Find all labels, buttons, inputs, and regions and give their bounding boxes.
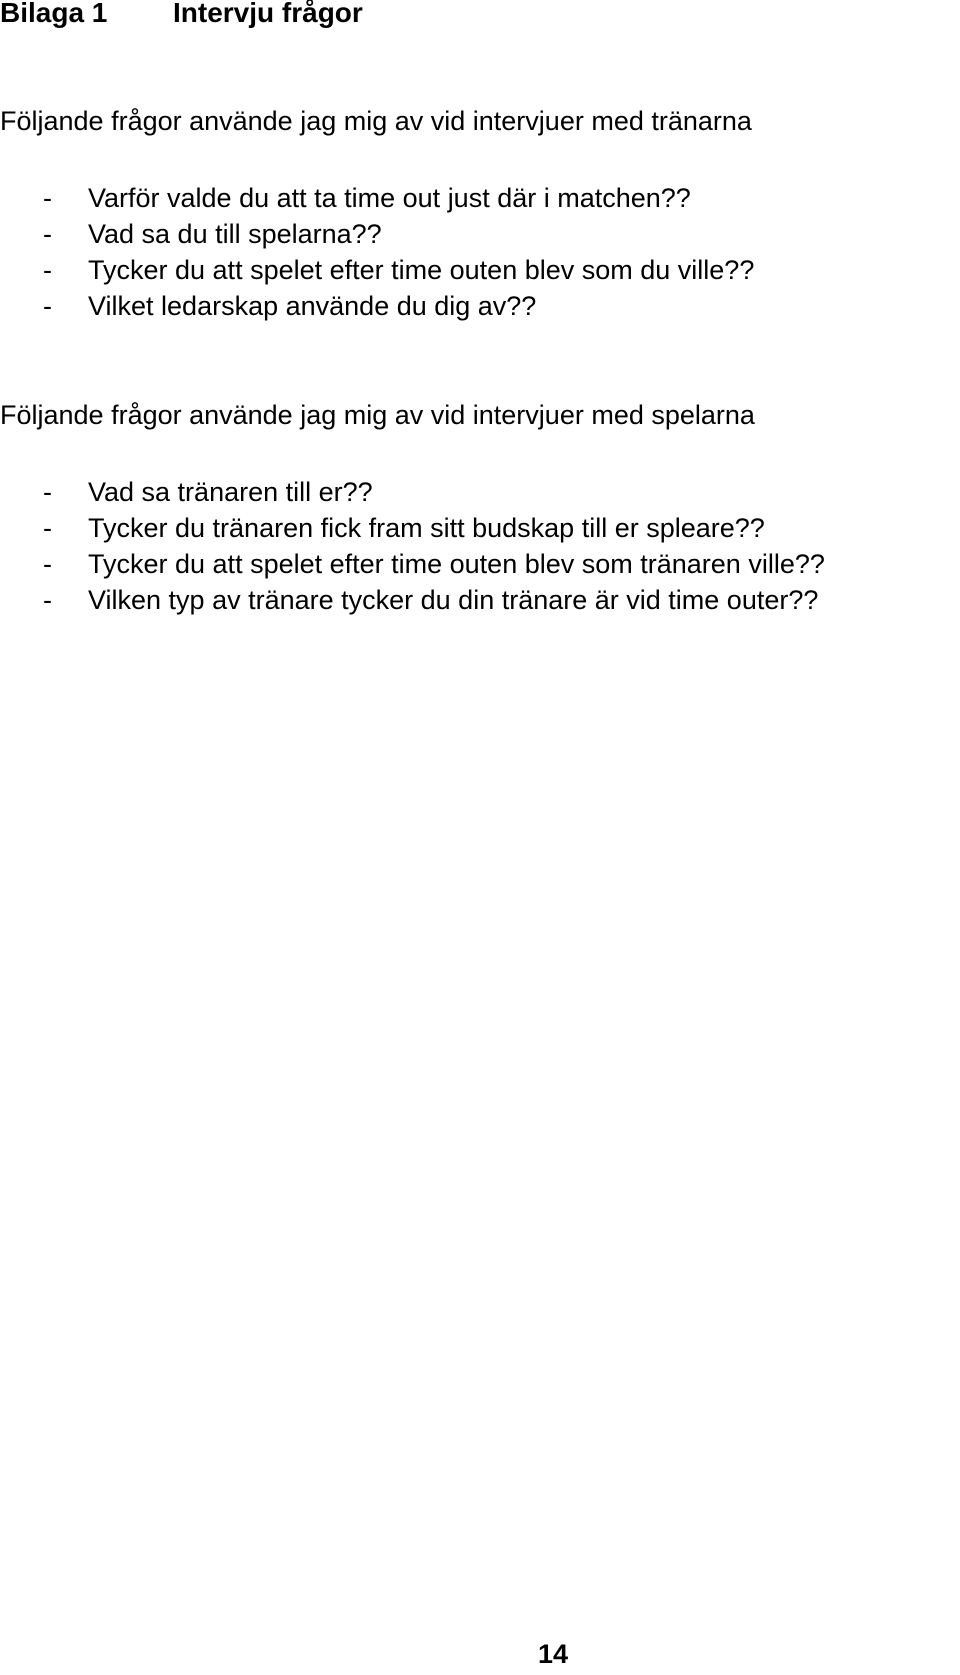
- question-text: Tycker du tränaren fick fram sitt budskap till er spleare??: [88, 513, 765, 543]
- coaches-section-intro: Följande frågor använde jag mig av vid intervjuer med tränarna: [0, 106, 752, 136]
- bullet-dash: -: [43, 549, 52, 579]
- bullet-dash: -: [43, 477, 52, 507]
- question-text: Vad sa du till spelarna??: [88, 219, 382, 249]
- appendix-title: Intervju frågor: [173, 0, 363, 28]
- question-text: Vad sa tränaren till er??: [88, 477, 373, 507]
- bullet-dash: -: [43, 513, 52, 543]
- question-text: Varför valde du att ta time out just där i matchen??: [88, 183, 691, 213]
- bullet-dash: -: [43, 219, 52, 249]
- question-text: Vilken typ av tränare tycker du din tränare är vid time outer??: [88, 585, 819, 615]
- question-text: Tycker du att spelet efter time outen blev som tränaren ville??: [88, 549, 825, 579]
- appendix-label: Bilaga 1: [0, 0, 108, 28]
- page-number: 14: [538, 1639, 569, 1669]
- players-section-intro: Följande frågor använde jag mig av vid intervjuer med spelarna: [0, 400, 755, 430]
- bullet-dash: -: [43, 585, 52, 615]
- question-text: Tycker du att spelet efter time outen blev som du ville??: [88, 255, 755, 285]
- bullet-dash: -: [43, 291, 52, 321]
- question-text: Vilket ledarskap använde du dig av??: [88, 291, 537, 321]
- bullet-dash: -: [43, 255, 52, 285]
- bullet-dash: -: [43, 183, 52, 213]
